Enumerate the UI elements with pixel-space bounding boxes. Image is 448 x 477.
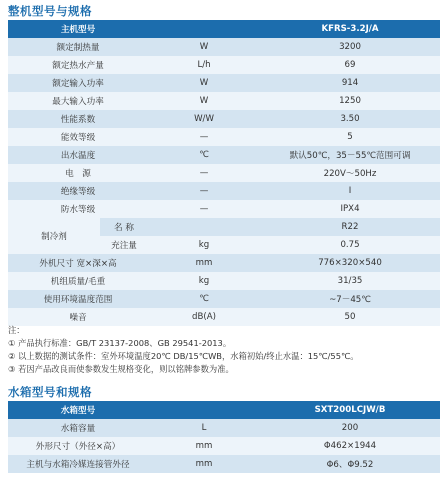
row-label: 电 源 <box>8 164 148 182</box>
row-value: Φ462×1944 <box>260 437 440 455</box>
row-label: 绝缘等级 <box>8 182 148 200</box>
row-label: 外机尺寸 宽×深×高 <box>8 254 148 272</box>
row-unit: W <box>148 74 260 92</box>
row-unit: — <box>148 200 260 218</box>
row-value: 200 <box>260 419 440 437</box>
row-value: ~7－45℃ <box>260 290 440 308</box>
tank-table <box>8 401 440 473</box>
refrigerant-name-value: R22 <box>260 218 440 236</box>
row-value: 776×320×540 <box>260 254 440 272</box>
table-row <box>8 182 440 200</box>
table-row <box>8 200 440 218</box>
row-value: 220V～50Hz <box>260 164 440 182</box>
row-unit: W <box>148 38 260 56</box>
row-unit: mm <box>148 437 260 455</box>
tank-model-value: SXT200LCJW/B <box>260 401 440 419</box>
row-label: 最大输入功率 <box>8 92 148 110</box>
spec-section-title: 整机型号与规格 <box>8 4 92 18</box>
row-label: 主机与水箱冷媒连接管外径 <box>8 455 148 473</box>
table-row <box>8 419 440 437</box>
row-label: 额定制热量 <box>8 38 148 56</box>
note-item: ② 以上数据的测试条件：室外环境温度20℃ DB/15℃WB，水箱初始/终止水温：15℃/55℃。 <box>8 351 359 361</box>
refrigerant-name-unit <box>148 218 260 236</box>
row-unit: mm <box>148 254 260 272</box>
notes-heading: 注： <box>8 325 25 335</box>
row-value: 31/35 <box>260 272 440 290</box>
table-row <box>8 437 440 455</box>
table-row <box>8 38 440 56</box>
refrigerant-name-label: 名 称 <box>100 218 148 236</box>
notes-block <box>8 324 359 376</box>
row-label: 出水温度 <box>8 146 148 164</box>
refrigerant-row-name <box>8 218 440 236</box>
table-row <box>8 56 440 74</box>
row-value: I <box>260 182 440 200</box>
note-item: ③ 若因产品改良而使参数发生规格变化，则以铭牌参数为准。 <box>8 364 234 374</box>
table-row <box>8 128 440 146</box>
row-value: IPX4 <box>260 200 440 218</box>
row-value: 5 <box>260 128 440 146</box>
tank-model-label: 水箱型号 <box>8 401 148 419</box>
refrigerant-label: 制冷剂 <box>8 218 100 254</box>
row-value: 50 <box>260 308 440 326</box>
row-label: 使用环境温度范围 <box>8 290 148 308</box>
row-value: 默认50℃，35－55℃范围可调 <box>260 146 440 164</box>
row-unit: L/h <box>148 56 260 74</box>
row-value: 914 <box>260 74 440 92</box>
row-unit: ℃ <box>148 290 260 308</box>
row-unit: ℃ <box>148 146 260 164</box>
row-unit: — <box>148 182 260 200</box>
row-unit: — <box>148 164 260 182</box>
row-label: 防水等级 <box>8 200 148 218</box>
row-unit: mm <box>148 455 260 473</box>
table-row <box>8 290 440 308</box>
table-row <box>8 272 440 290</box>
row-unit: dB(A) <box>148 308 260 326</box>
note-item: ① 产品执行标准：GB/T 23137-2008、GB 29541-2013。 <box>8 338 232 348</box>
row-label: 噪音 <box>8 308 148 326</box>
table-row <box>8 146 440 164</box>
table-row <box>8 92 440 110</box>
model-value: KFRS-3.2J/A <box>260 20 440 38</box>
row-value: 69 <box>260 56 440 74</box>
row-label: 外形尺寸（外径×高） <box>8 437 148 455</box>
refrigerant-charge-value: 0.75 <box>260 236 440 254</box>
row-value: 3200 <box>260 38 440 56</box>
refrigerant-charge-label: 充注量 <box>100 236 148 254</box>
table-row <box>8 254 440 272</box>
refrigerant-charge-unit: kg <box>148 236 260 254</box>
tank-section-title: 水箱型号和规格 <box>8 385 92 399</box>
row-unit: W/W <box>148 110 260 128</box>
row-value: Φ6、Φ9.52 <box>260 455 440 473</box>
spec-table-header <box>8 20 440 38</box>
row-label: 额定热水产量 <box>8 56 148 74</box>
model-label: 主机型号 <box>8 20 148 38</box>
row-unit: — <box>148 128 260 146</box>
row-unit: L <box>148 419 260 437</box>
row-label: 额定输入功率 <box>8 74 148 92</box>
row-label: 能效等级 <box>8 128 148 146</box>
row-value: 1250 <box>260 92 440 110</box>
table-row <box>8 164 440 182</box>
table-row <box>8 74 440 92</box>
row-value: 3.50 <box>260 110 440 128</box>
row-label: 机组质量/毛重 <box>8 272 148 290</box>
spec-table <box>8 20 440 326</box>
row-label: 水箱容量 <box>8 419 148 437</box>
row-unit: W <box>148 92 260 110</box>
table-row <box>8 455 440 473</box>
row-unit: kg <box>148 272 260 290</box>
tank-table-header <box>8 401 440 419</box>
row-label: 性能系数 <box>8 110 148 128</box>
table-row <box>8 110 440 128</box>
